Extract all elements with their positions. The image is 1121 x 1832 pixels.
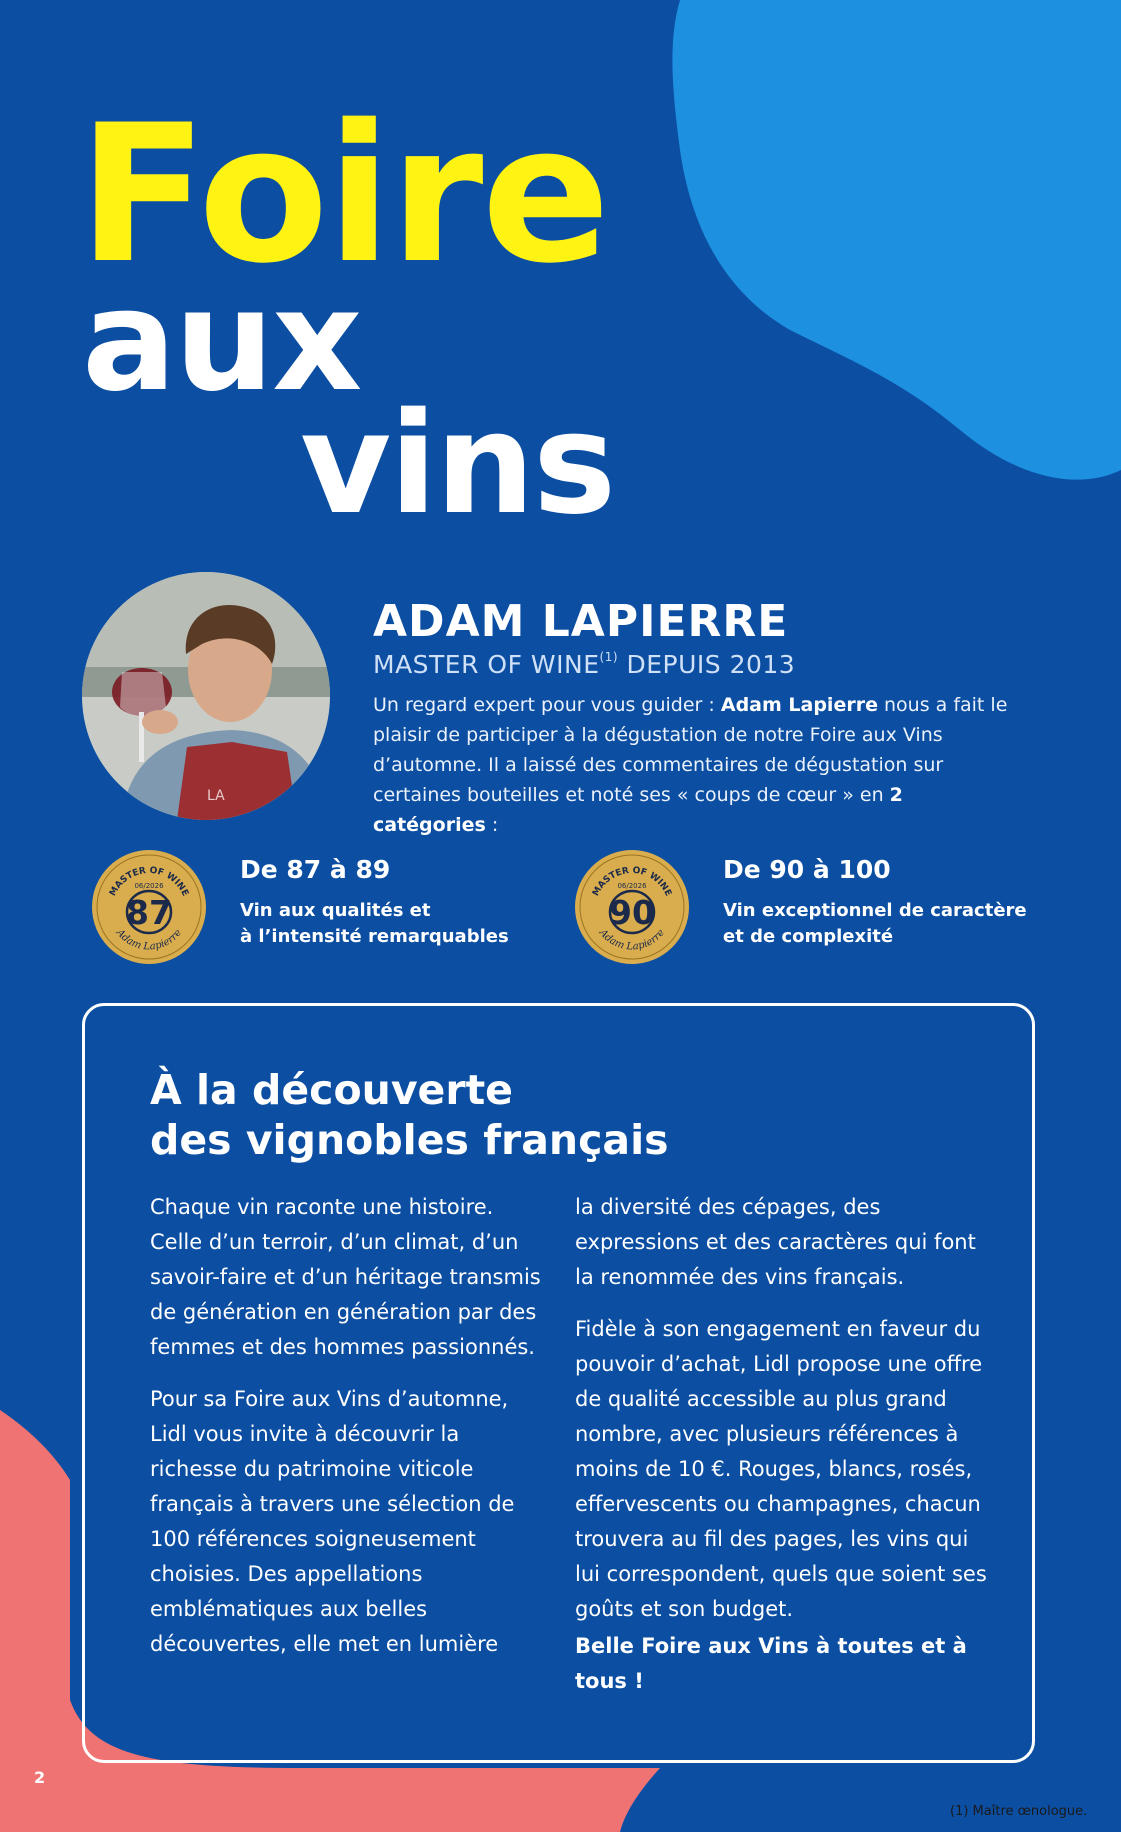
- badge-date: 06/2026: [617, 882, 647, 890]
- discovery-column-right: [575, 1190, 995, 1699]
- light-blue-blob: [672, 0, 1121, 480]
- category-2-desc-line1: Vin exceptionnel de caractère: [723, 900, 1027, 921]
- paragraph-4: Fidèle à son engagement en faveur du pouvoir d’achat, Lidl propose une offre de qualité accessible au plus grand nombre, avec plusieurs références à moins de 10 €. Rouges, blancs, rosés, effervescents ou champagnes, chacun trouvera au fil des pages, les vins qui lui correspondent, quels que soient ses goûts et son budget.: [575, 1317, 987, 1621]
- category-1-desc-line2: à l’intensité remarquables: [240, 926, 509, 947]
- badge-score: 87: [126, 893, 172, 932]
- intro-name: Adam Lapierre: [720, 694, 878, 716]
- category-2-desc-line2: et de complexité: [723, 926, 894, 947]
- expert-subtitle-title: MASTER OF WINE: [373, 650, 600, 679]
- apron-initials: LA: [207, 788, 225, 804]
- badge-top-text: MASTER OF WINE: [591, 865, 673, 898]
- intro-text: Un regard expert pour vous guider :: [373, 694, 721, 716]
- expert-photo: [82, 572, 330, 820]
- paragraph-2: Pour sa Foire aux Vins d’automne, Lidl vous invite à découvrir la richesse du patrimoine viticole français à travers une sélection de 100 références soigneusement choisies. Des appellations emblématiques aux belles découvertes, elle met en lumière: [150, 1387, 515, 1656]
- badge-date: 06/2026: [134, 882, 164, 890]
- footnote: (1) Maître œnologue.: [950, 1804, 1088, 1819]
- badge-score: 90: [609, 893, 655, 932]
- expert-subtitle: [373, 650, 795, 679]
- paragraph-1: Chaque vin raconte une histoire. Celle d’un terroir, d’un climat, d’un savoir-faire et d’un héritage transmis de génération en génération par des femmes et des hommes passionnés.: [150, 1195, 541, 1359]
- paragraph-3: la diversité des cépages, des expressions et des caractères qui font la renommée des vins français.: [575, 1195, 976, 1289]
- title-aux: aux: [82, 260, 361, 423]
- discovery-title: [150, 1065, 669, 1165]
- expert-name: ADAM LAPIERRE: [373, 596, 789, 647]
- discovery-title-line1: À la découverte: [150, 1066, 513, 1114]
- category-2-desc: [723, 898, 1027, 950]
- expert-intro: [373, 690, 1013, 840]
- discovery-title-line2: des vignobles français: [150, 1116, 669, 1164]
- badge-signature: Adam Lapierre: [113, 927, 185, 953]
- title-vins: vins: [300, 383, 615, 546]
- category-1-range: De 87 à 89: [240, 855, 391, 884]
- score-badge-90: [573, 848, 691, 966]
- category-2-range: De 90 à 100: [723, 855, 891, 884]
- score-badge-87: [90, 848, 208, 966]
- intro-categories: 2 catégories: [373, 784, 903, 836]
- intro-end: :: [485, 814, 499, 836]
- expert-subtitle-since: DEPUIS 2013: [618, 650, 796, 679]
- title-foire: Foire: [78, 84, 609, 305]
- footnote-marker: (1): [599, 650, 619, 664]
- category-1-desc-line1: Vin aux qualités et: [240, 900, 431, 921]
- badge-top-text: MASTER OF WINE: [108, 865, 190, 898]
- intro-text-2: nous a fait le plaisir de participer à la dégustation de notre Foire aux Vins d’automne. Il a laissé des commentaires de dégustation sur certaines bouteilles et noté ses « coups de cœur » en: [373, 694, 1008, 806]
- page-number: 2: [34, 1768, 46, 1787]
- discovery-column-left: [150, 1190, 545, 1662]
- closing-line: Belle Foire aux Vins à toutes et à tous !: [575, 1634, 967, 1693]
- category-1-desc: [240, 898, 509, 950]
- badge-signature: Adam Lapierre: [596, 927, 668, 953]
